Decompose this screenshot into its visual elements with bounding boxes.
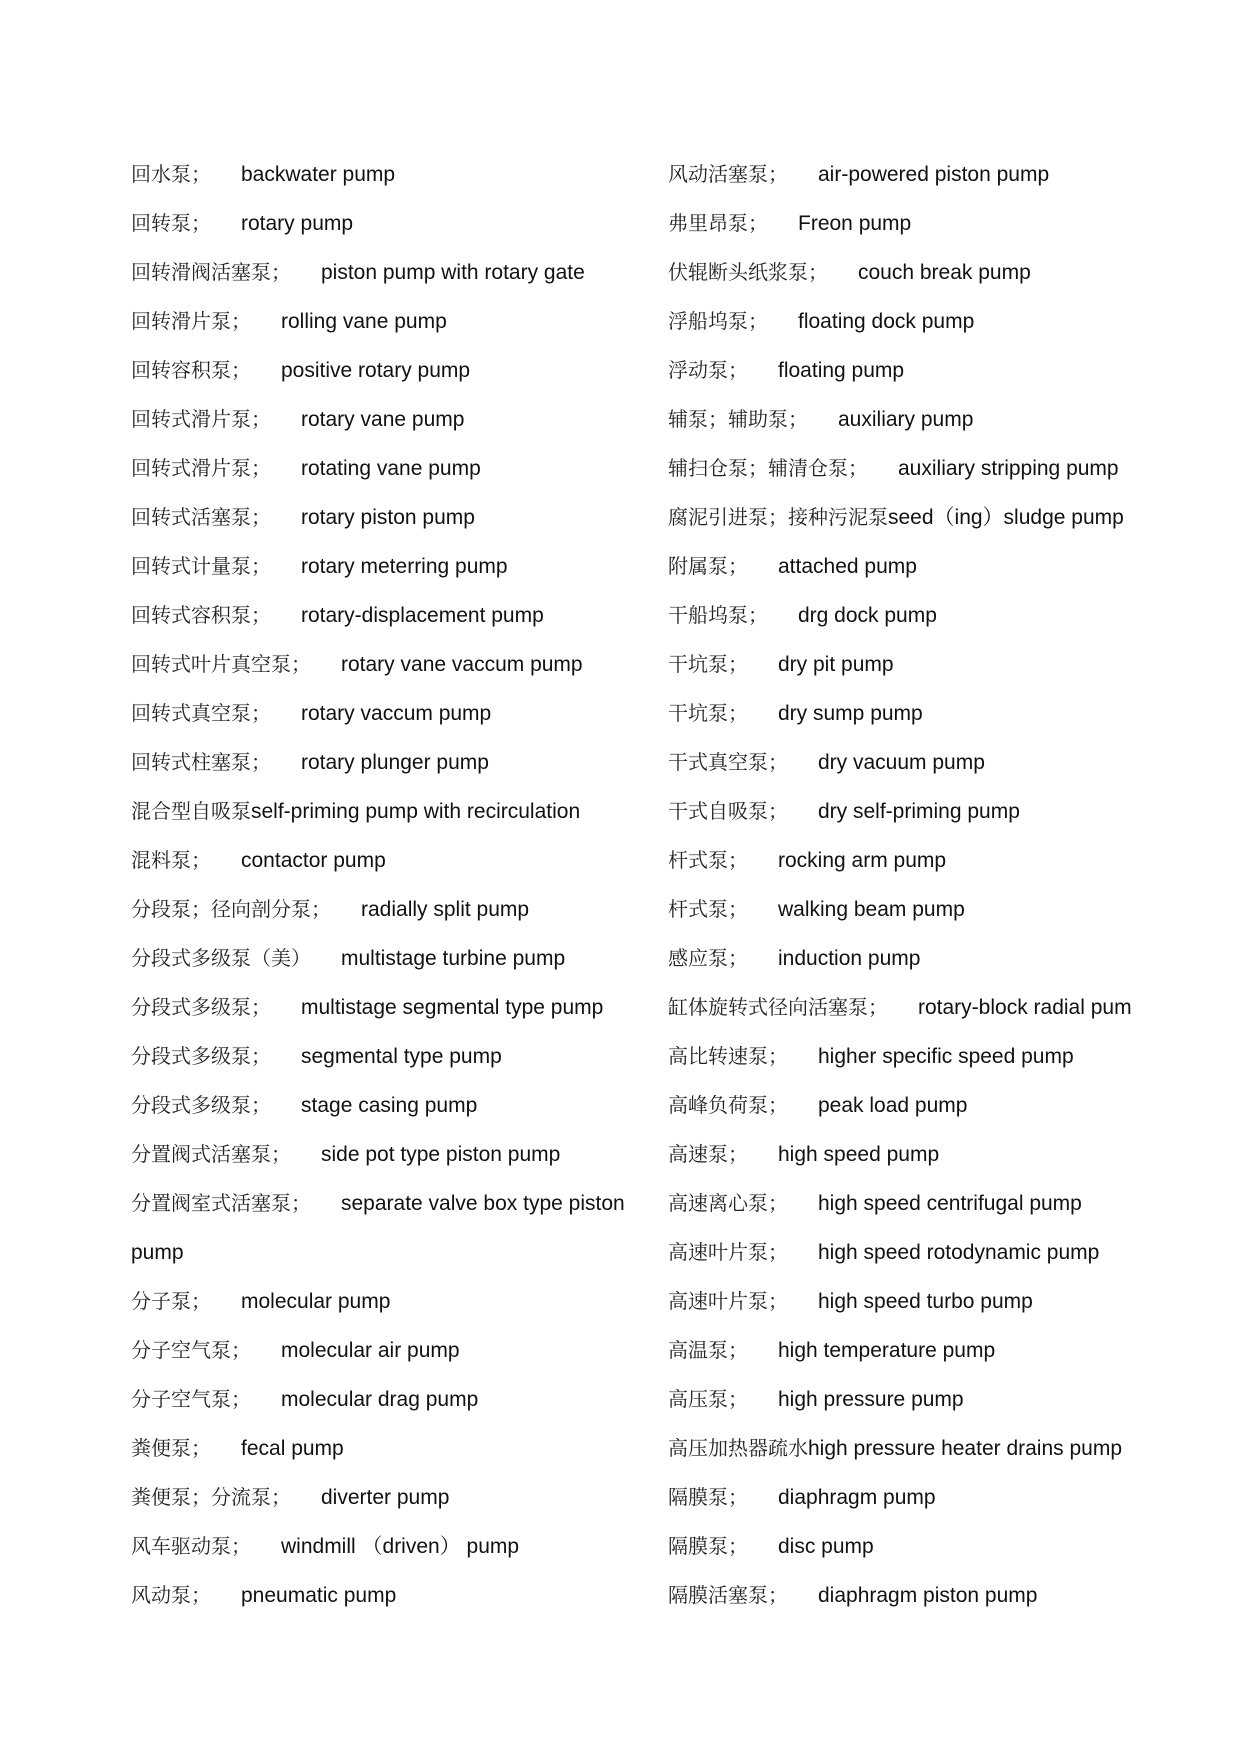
- glossary-entry: [668, 444, 1188, 493]
- english-term: radially split pump: [361, 898, 530, 921]
- glossary-entry: [668, 199, 1188, 248]
- glossary-entry: [131, 1032, 651, 1081]
- glossary-entry: [131, 1081, 651, 1130]
- glossary-entry: [668, 1571, 1188, 1620]
- glossary-entry: [131, 689, 651, 738]
- english-term: multistage segmental type pump: [301, 996, 604, 1019]
- chinese-term: 回转容积泵；: [131, 358, 251, 382]
- glossary-entry: [668, 1032, 1188, 1081]
- chinese-term: 伏辊断头纸浆泵；: [668, 260, 828, 284]
- glossary-entry: [131, 1522, 651, 1571]
- glossary-entry: [668, 836, 1188, 885]
- chinese-term: 高速泵；: [668, 1142, 748, 1166]
- chinese-term: 干船坞泵；: [668, 603, 768, 627]
- glossary-entry: [131, 395, 651, 444]
- glossary-entry: [668, 346, 1188, 395]
- glossary-entry: [668, 1522, 1188, 1571]
- english-term: molecular drag pump: [281, 1388, 479, 1411]
- english-term: rotary plunger pump: [301, 751, 489, 774]
- glossary-entry: [668, 1277, 1188, 1326]
- english-term: floating pump: [778, 359, 905, 382]
- english-term: high pressure heater drains pump: [808, 1437, 1123, 1460]
- right-column: [668, 150, 1188, 1620]
- glossary-entry: [668, 1424, 1188, 1473]
- glossary-entry: [668, 689, 1188, 738]
- glossary-entry: [131, 542, 651, 591]
- english-term: molecular pump: [241, 1290, 391, 1313]
- english-term: rotary vaccum pump: [301, 702, 492, 725]
- english-term: dry self-priming pump: [818, 800, 1020, 823]
- glossary-entry: [668, 150, 1188, 199]
- english-term: rotary pump: [241, 212, 354, 235]
- chinese-term: 回转式真空泵；: [131, 701, 271, 725]
- chinese-term: 干坑泵；: [668, 652, 748, 676]
- english-term: rotary vane pump: [301, 408, 465, 431]
- glossary-entry: [131, 983, 651, 1032]
- chinese-term: 高比转速泵；: [668, 1044, 788, 1068]
- english-term: attached pump: [778, 555, 917, 578]
- glossary-entry: [131, 1179, 651, 1228]
- english-term: dry sump pump: [778, 702, 923, 725]
- english-term: fecal pump: [241, 1437, 344, 1460]
- english-term: air-powered piston pump: [818, 163, 1050, 186]
- english-term: seed（ing）sludge pump: [888, 506, 1124, 529]
- chinese-term: 弗里昂泵；: [668, 211, 768, 235]
- chinese-term: 高速叶片泵；: [668, 1240, 788, 1264]
- glossary-entry: [668, 542, 1188, 591]
- glossary-entry: [668, 1179, 1188, 1228]
- english-term: piston pump with rotary gate: [321, 261, 585, 284]
- english-term: higher specific speed pump: [818, 1045, 1074, 1068]
- glossary-entry: [668, 1375, 1188, 1424]
- english-term: high speed centrifugal pump: [818, 1192, 1082, 1215]
- english-term: rotating vane pump: [301, 457, 481, 480]
- chinese-term: 分段式多级泵；: [131, 1044, 271, 1068]
- chinese-term: 附属泵；: [668, 554, 748, 578]
- chinese-term: 干式自吸泵；: [668, 799, 788, 823]
- glossary-entry: [131, 836, 651, 885]
- glossary-entry: [131, 591, 651, 640]
- chinese-term: 感应泵；: [668, 946, 748, 970]
- glossary-entry: [131, 346, 651, 395]
- english-term: self-priming pump with recirculation: [251, 800, 581, 823]
- glossary-entry: [668, 934, 1188, 983]
- chinese-term: 风动泵；: [131, 1583, 211, 1607]
- chinese-term: 高压加热器疏水: [668, 1436, 808, 1460]
- english-term: diaphragm pump: [778, 1486, 936, 1509]
- chinese-term: 干坑泵；: [668, 701, 748, 725]
- chinese-term: 分段泵；径向剖分泵；: [131, 897, 331, 921]
- english-term: diaphragm piston pump: [818, 1584, 1038, 1607]
- english-term: high pressure pump: [778, 1388, 964, 1411]
- chinese-term: 回转式滑片泵；: [131, 456, 271, 480]
- glossary-entry: [668, 395, 1188, 444]
- chinese-term: 回转式容积泵；: [131, 603, 271, 627]
- chinese-term: 分置阀室式活塞泵；: [131, 1191, 311, 1215]
- chinese-term: 干式真空泵；: [668, 750, 788, 774]
- chinese-term: 高速叶片泵；: [668, 1289, 788, 1313]
- english-term: backwater pump: [241, 163, 396, 186]
- english-term: dry vacuum pump: [818, 751, 985, 774]
- glossary-entry: [131, 199, 651, 248]
- chinese-term: 浮动泵；: [668, 358, 748, 382]
- english-term: multistage turbine pump: [341, 947, 566, 970]
- chinese-term: 分段式多级泵；: [131, 1093, 271, 1117]
- english-term: segmental type pump: [301, 1045, 502, 1068]
- english-term: pneumatic pump: [241, 1584, 397, 1607]
- chinese-term: 混料泵；: [131, 848, 211, 872]
- glossary-entry: [131, 1228, 651, 1277]
- chinese-term: 高温泵；: [668, 1338, 748, 1362]
- chinese-term: 辅扫仓泵；辅清仓泵；: [668, 456, 868, 480]
- english-term: windmill （driven） pump: [281, 1535, 520, 1558]
- english-term: dry pit pump: [778, 653, 894, 676]
- english-term: rotary-block radial pum: [918, 996, 1132, 1019]
- english-term: contactor pump: [241, 849, 386, 872]
- glossary-entry: [131, 885, 651, 934]
- chinese-term: 隔膜活塞泵；: [668, 1583, 788, 1607]
- glossary-entry: [668, 297, 1188, 346]
- glossary-entry: [131, 493, 651, 542]
- chinese-term: 隔膜泵；: [668, 1485, 748, 1509]
- chinese-term: 隔膜泵；: [668, 1534, 748, 1558]
- chinese-term: 风车驱动泵；: [131, 1534, 251, 1558]
- glossary-entry: [131, 787, 651, 836]
- glossary-entry: [668, 1326, 1188, 1375]
- english-term: positive rotary pump: [281, 359, 471, 382]
- glossary-entry: [668, 983, 1188, 1032]
- glossary-entry: [131, 1277, 651, 1326]
- english-term: rotary vane vaccum pump: [341, 653, 583, 676]
- english-term: side pot type piston pump: [321, 1143, 561, 1166]
- left-column: [131, 150, 651, 1620]
- chinese-term: 腐泥引进泵；接种污泥泵: [668, 505, 888, 529]
- glossary-entry: [131, 1473, 651, 1522]
- english-term: separate valve box type piston: [341, 1192, 625, 1215]
- chinese-term: 回转滑阀活塞泵；: [131, 260, 291, 284]
- chinese-term: 高速离心泵；: [668, 1191, 788, 1215]
- chinese-term: 杆式泵；: [668, 848, 748, 872]
- glossary-entry: [131, 1424, 651, 1473]
- chinese-term: 粪便泵；分流泵；: [131, 1485, 291, 1509]
- chinese-term: 风动活塞泵；: [668, 162, 788, 186]
- english-term: rocking arm pump: [778, 849, 947, 872]
- chinese-term: 分置阀式活塞泵；: [131, 1142, 291, 1166]
- glossary-entry: [668, 640, 1188, 689]
- chinese-term: 回转式计量泵；: [131, 554, 271, 578]
- glossary-entry: [668, 591, 1188, 640]
- chinese-term: 回转式活塞泵；: [131, 505, 271, 529]
- glossary-entry: [131, 1375, 651, 1424]
- english-term: walking beam pump: [778, 898, 965, 921]
- chinese-term: 混合型自吸泵: [131, 799, 251, 823]
- chinese-term: 分段式多级泵（美）: [131, 946, 311, 970]
- english-term: high speed rotodynamic pump: [818, 1241, 1100, 1264]
- glossary-entry: [131, 1130, 651, 1179]
- glossary-entry: [668, 787, 1188, 836]
- glossary-entry: [668, 493, 1188, 542]
- english-term: disc pump: [778, 1535, 874, 1558]
- chinese-term: 辅泵；辅助泵；: [668, 407, 808, 431]
- chinese-term: 分子空气泵；: [131, 1338, 251, 1362]
- chinese-term: 分段式多级泵；: [131, 995, 271, 1019]
- glossary-entry: [131, 934, 651, 983]
- chinese-term: 浮船坞泵；: [668, 309, 768, 333]
- english-term: rolling vane pump: [281, 310, 447, 333]
- english-term: peak load pump: [818, 1094, 968, 1117]
- english-term: high speed pump: [778, 1143, 940, 1166]
- glossary-entry: [131, 150, 651, 199]
- glossary-entry: [668, 1130, 1188, 1179]
- glossary-entry: [131, 1571, 651, 1620]
- glossary-entry: [131, 444, 651, 493]
- glossary-entry: [131, 248, 651, 297]
- english-term: rotary-displacement pump: [301, 604, 544, 627]
- english-term: stage casing pump: [301, 1094, 478, 1117]
- english-term: molecular air pump: [281, 1339, 460, 1362]
- chinese-term: 回转式滑片泵；: [131, 407, 271, 431]
- english-term: floating dock pump: [798, 310, 975, 333]
- chinese-term: 分子空气泵；: [131, 1387, 251, 1411]
- english-term: drg dock pump: [798, 604, 937, 627]
- glossary-entry: [668, 1473, 1188, 1522]
- english-term: couch break pump: [858, 261, 1031, 284]
- english-term: rotary meterring pump: [301, 555, 508, 578]
- chinese-term: 缸体旋转式径向活塞泵；: [668, 995, 888, 1019]
- glossary-entry: [668, 738, 1188, 787]
- chinese-term: 回转滑片泵；: [131, 309, 251, 333]
- glossary-entry: [668, 1228, 1188, 1277]
- chinese-term: 回转式叶片真空泵；: [131, 652, 311, 676]
- english-term: diverter pump: [321, 1486, 450, 1509]
- english-term: high temperature pump: [778, 1339, 996, 1362]
- english-term: rotary piston pump: [301, 506, 475, 529]
- chinese-term: 高压泵；: [668, 1387, 748, 1411]
- glossary-entry: [668, 248, 1188, 297]
- glossary-entry: [668, 1081, 1188, 1130]
- chinese-term: 回转泵；: [131, 211, 211, 235]
- english-term: auxiliary pump: [838, 408, 974, 431]
- glossary-entry: [131, 297, 651, 346]
- glossary-entry: [131, 640, 651, 689]
- english-term: auxiliary stripping pump: [898, 457, 1119, 480]
- english-term: pump: [131, 1241, 184, 1264]
- chinese-term: 杆式泵；: [668, 897, 748, 921]
- glossary-entry: [668, 885, 1188, 934]
- english-term: high speed turbo pump: [818, 1290, 1033, 1313]
- chinese-term: 粪便泵；: [131, 1436, 211, 1460]
- english-term: Freon pump: [798, 212, 912, 235]
- chinese-term: 回水泵；: [131, 162, 211, 186]
- english-term: induction pump: [778, 947, 921, 970]
- glossary-entry: [131, 1326, 651, 1375]
- chinese-term: 分子泵；: [131, 1289, 211, 1313]
- chinese-term: 高峰负荷泵；: [668, 1093, 788, 1117]
- chinese-term: 回转式柱塞泵；: [131, 750, 271, 774]
- glossary-entry: [131, 738, 651, 787]
